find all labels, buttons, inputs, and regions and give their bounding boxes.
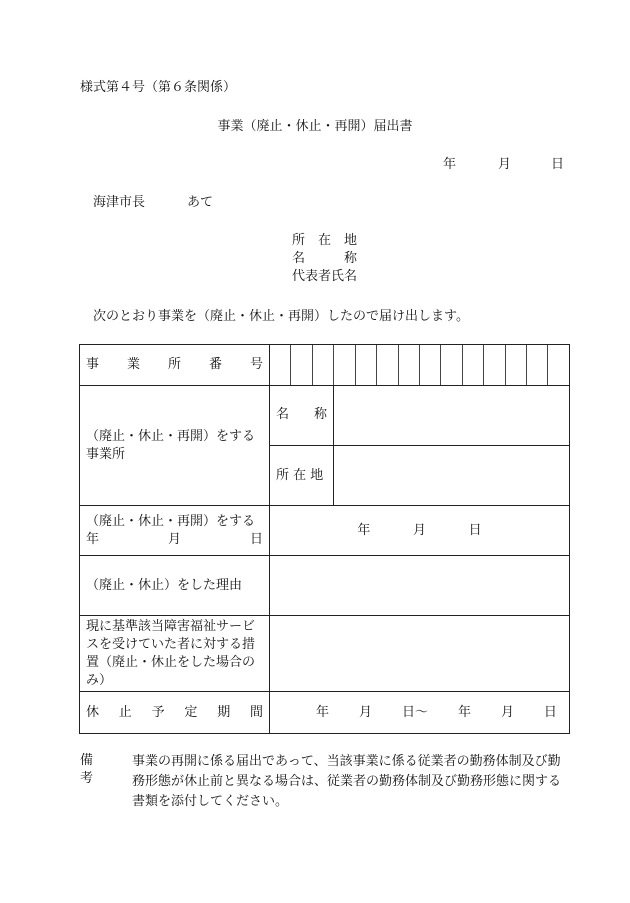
notification-table [79, 344, 570, 734]
applicant-name-label: 名 称 [292, 251, 358, 266]
office-name-field[interactable] [334, 386, 570, 446]
table-row [80, 692, 570, 734]
reason-field[interactable] [270, 556, 570, 616]
reason-label: （廃止・休止）をした理由 [80, 556, 270, 616]
table-row [80, 556, 570, 616]
action-date-field[interactable]: 年 月 日 [270, 506, 570, 556]
date-day: 日 [551, 157, 565, 172]
table-row [80, 616, 570, 692]
office-name-label: 名 称 [270, 386, 334, 446]
addressee-name: 海津市長 [93, 195, 146, 210]
addressee-suffix: あて [187, 195, 214, 210]
applicant-block [292, 232, 357, 286]
applicant-rep-label: 代表者氏名 [292, 269, 358, 284]
notes-text: 事業の再開に係る届出であって、当該事業に係る従業者の勤務体制及び勤務形態が休止前と異なる場合は、従業者の勤務体制及び勤務形態に関する書類を添付してください。 [132, 754, 562, 809]
applicant-address-label: 所 在 地 [292, 233, 358, 248]
intro-text: 次のとおり事業を（廃止・休止・再開）したので届け出します。 [93, 309, 469, 324]
measures-field[interactable] [270, 616, 570, 692]
suspension-period-label: 休 止 予 定 期 間 [80, 692, 270, 734]
form-number: 様式第４号（第６条関係） [80, 80, 237, 95]
document-title: 事業（廃止・休止・再開）届出書 [217, 119, 413, 134]
date-year: 年 [443, 157, 457, 172]
date-month: 月 [498, 157, 512, 172]
measures-label: 現に基準該当障害福祉サービスを受けていた者に対する措置（廃止・休止をした場合のみ） [80, 616, 270, 692]
office-number-input[interactable] [270, 345, 570, 386]
office-address-label: 所 在 地 [270, 446, 334, 506]
notes-label: 備考 [80, 753, 94, 786]
office-address-field[interactable] [334, 446, 570, 506]
table-row [80, 386, 570, 446]
addressee [93, 194, 213, 212]
suspension-period-field[interactable]: 年 月 日～ 年 月 日 [270, 692, 570, 734]
table-row [80, 345, 570, 386]
office-number-label: 事 業 所 番 号 [80, 345, 270, 386]
action-date-label: （廃止・休止・再開）をする 年 月 日 [80, 506, 270, 556]
table-row [80, 506, 570, 556]
office-label: （廃止・休止・再開）をする事業所 [80, 386, 270, 506]
submission-date [0, 156, 630, 174]
